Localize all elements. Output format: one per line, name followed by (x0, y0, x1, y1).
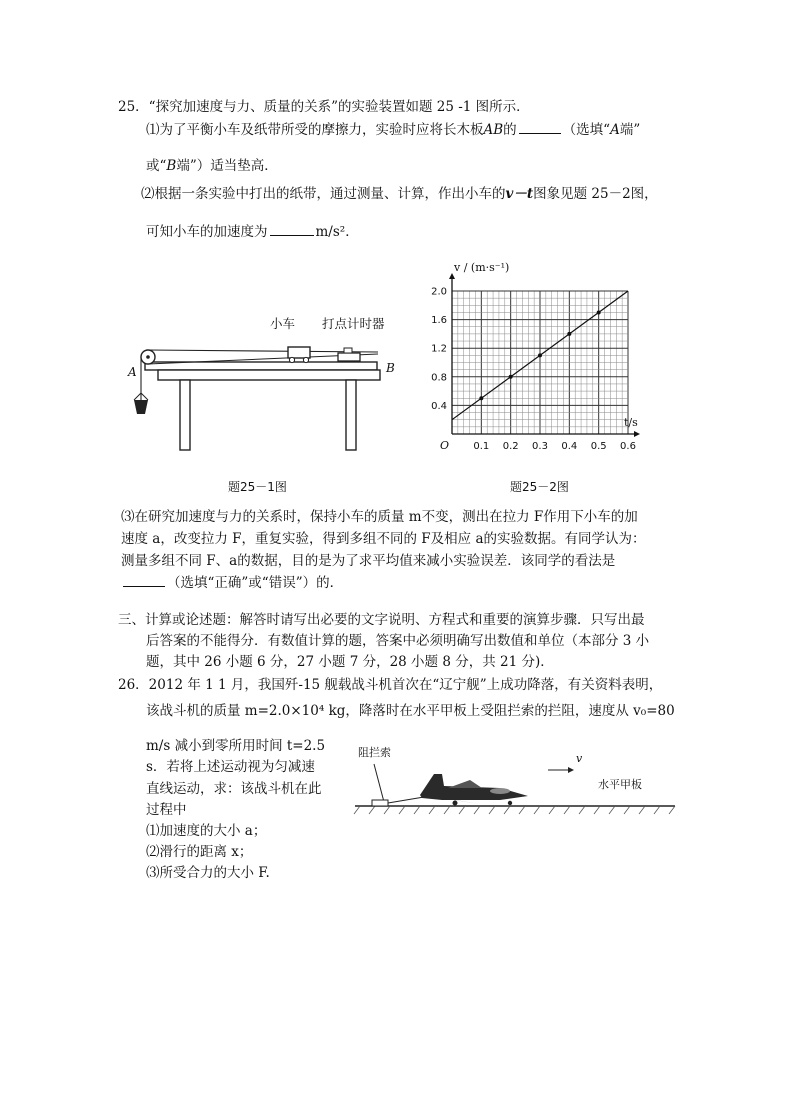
q25-p1-text-d: 端” (619, 122, 641, 138)
cable-pointer (374, 764, 384, 802)
q25-p3-blank[interactable] (123, 574, 165, 587)
q25-part1-line2 (146, 157, 278, 175)
y-tick-label: 2.0 (431, 286, 447, 298)
data-point (597, 310, 601, 314)
data-point (538, 353, 542, 357)
data-point (479, 396, 483, 400)
figure-25-1-caption: 题25－1图 (228, 480, 287, 494)
x-tick-label: 0.4 (561, 441, 578, 452)
timer-label: 打点计时器 (322, 316, 385, 331)
q26-line5: 直线运动，求：该战斗机在此 (146, 781, 322, 797)
q25-p1-text-f: 端”）适当垫高． (176, 158, 278, 174)
label-b: B (386, 361, 395, 375)
q25-part3-line2: 速度 a，改变拉力 F，重复实验，得到多组不同的 F及相应 a的实验数据。有同学认为： (121, 531, 646, 547)
cart-label: 小车 (270, 316, 296, 331)
section3-line1: 三、计算或论述题：解答时请写出必要的文字说明、方程式和重要的演算步骤．只写出最 (118, 612, 645, 628)
q25-p1-ab: AB (483, 122, 504, 138)
q25-p2-text: ⑵根据一条实验中打出的纸带，通过测量、计算，作出小车的 (141, 186, 506, 202)
q25-p2-unit: m/s²． (315, 224, 359, 240)
cable-label: 阻拦索 (358, 746, 391, 759)
table-top (158, 370, 380, 380)
x-tick-label: 0.5 (590, 441, 607, 452)
q25-part3-line3: 测量多组不同 F、a的数据，目的是为了求平均值来减小实验误差．该同学的看法是 (121, 553, 616, 569)
x-axis-arrow (634, 431, 640, 437)
y-tick-label: 1.2 (431, 343, 447, 355)
cart (288, 347, 310, 358)
q25-p2-vt: v－t (505, 186, 534, 202)
section3-line3: 题，其中 26 小题 6 分，27 小题 7 分，28 小题 8 分，共 21 分)． (146, 654, 554, 670)
q25-part3-line4 (121, 574, 343, 592)
x-tick-label: 0.1 (473, 441, 490, 452)
q26-line6: 过程中 (146, 802, 187, 818)
chart-y-label: v / (m·s⁻¹) (454, 261, 510, 274)
chart-grid (452, 291, 628, 434)
table-leg-right (346, 380, 356, 450)
q25-p1-blank[interactable] (519, 121, 561, 134)
q25-p2-text-b: 图象见题 25－2图， (533, 186, 658, 202)
q25-p3-tail: （选填“正确”或“错误”）的． (167, 575, 344, 591)
q26-sub1: ⑴加速度的大小 a； (146, 823, 267, 839)
y-tick-label: 0.4 (431, 400, 447, 412)
q26-line1: 26．2012 年 1 1 月，我国歼-15 舰载战斗机首次在“辽宁舰”上成功降落，有关资料表明， (118, 677, 663, 693)
data-point (567, 332, 571, 336)
jet-fighter (420, 774, 528, 806)
label-a: A (128, 365, 137, 379)
deck-label: 水平甲板 (598, 778, 642, 791)
velocity-label: v (576, 752, 583, 765)
q25-p1-text-b: 的 (503, 122, 517, 138)
q25-p2-text-c: 可知小车的加速度为 (146, 224, 268, 240)
deck-hatching (354, 806, 675, 814)
x-tick-label: 0.3 (532, 441, 548, 452)
q26-line2: 该战斗机的质量 m=2.0×10⁴ kg，降落时在水平甲板上受阻拦索的拦阻，速度从 v₀=80 (146, 703, 675, 719)
q25-p1-opt-a: A (610, 122, 620, 138)
figure-25-1 (120, 250, 400, 500)
data-point (509, 375, 513, 379)
figure-25-2-chart (425, 255, 640, 470)
q25-p1-text: ⑴为了平衡小车及纸带所受的摩擦力，实验时应将长木板 (146, 122, 484, 138)
long-board (145, 362, 377, 370)
q26-line3: m/s 减小到零所用时间 t=2.5 (146, 738, 326, 754)
chart-x-label: t/s (624, 416, 638, 429)
q25-p1-opt-b: B (166, 158, 177, 174)
q25-part2-line2 (146, 223, 359, 241)
y-tick-label: 0.8 (431, 372, 447, 384)
table-leg-left (180, 380, 190, 450)
q25-part1-line1 (146, 121, 640, 139)
figure-jet-deck (350, 740, 680, 820)
q26-sub3: ⑶所受合力的大小 F. (146, 865, 270, 881)
y-tick-label: 1.6 (431, 315, 447, 327)
q25-part2-line1 (141, 185, 658, 203)
figure-25-2-caption: 题25－2图 (510, 480, 569, 494)
chart-origin: O (440, 439, 450, 452)
cable-anchor (372, 800, 388, 806)
ticker-timer (338, 353, 360, 361)
q25-stem: 25．“探究加速度与力、质量的关系”的实验装置如题 25 -1 图所示． (118, 99, 530, 115)
q26-sub2: ⑵滑行的距离 x； (146, 844, 253, 860)
q25-part3-line1: ⑶在研究加速度与力的关系时，保持小车的质量 m不变，测出在拉力 F作用下小车的加 (121, 509, 638, 525)
x-tick-label: 0.6 (620, 441, 636, 452)
q25-p1-text-e: 或“ (146, 158, 167, 174)
q26-line4: s．若将上述运动视为匀减速 (146, 759, 315, 775)
section3-line2: 后答案的不能得分．有数值计算的题，答案中必须明确写出数值和单位（本部分 3 小 (146, 633, 650, 649)
q25-p2-blank[interactable] (270, 223, 314, 236)
x-tick-label: 0.2 (502, 441, 519, 452)
q25-p1-text-c: （选填“ (562, 122, 611, 138)
